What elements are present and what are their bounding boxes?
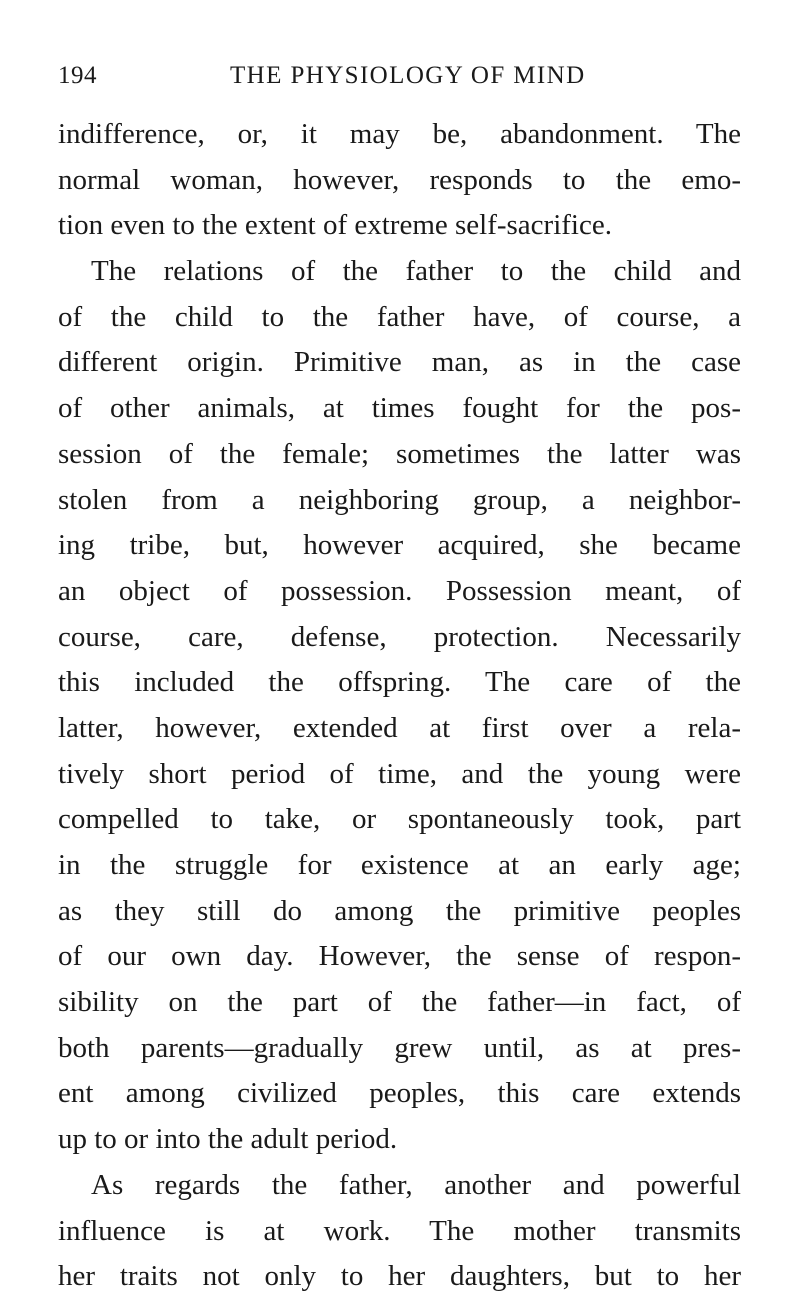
text-line: this included the offspring. The care of the (58, 666, 741, 699)
text-line: influence is at work. The mother transmits (58, 1214, 741, 1247)
text-line: course, care, defense, protection. Necessarily (58, 620, 741, 653)
page-number: 194 (58, 62, 97, 89)
text-line: an object of possession. Possession meant, of (58, 574, 741, 607)
running-head (58, 62, 741, 102)
text-line: as they still do among the primitive peoples (58, 894, 741, 927)
text-line: indifference, or, it may be, abandonment. The (58, 118, 741, 150)
text-line: tively short period of time, and the young were (58, 757, 741, 790)
text-line: session of the female; sometimes the latter was (58, 437, 741, 470)
text-line: compelled to take, or spontaneously took, part (58, 803, 741, 836)
text-line: tion even to the extent of extreme self-sacrifice. (58, 209, 612, 242)
text-line: up to or into the adult period. (58, 1123, 398, 1156)
text-line: of other animals, at times fought for the pos- (58, 392, 741, 425)
text-line: ing tribe, but, however acquired, she became (58, 529, 741, 562)
text-line: different origin. Primitive man, as in the case (58, 346, 741, 379)
text-line: As regards the father, another and powerful (91, 1168, 741, 1201)
text-line: in the struggle for existence at an early age; (58, 849, 741, 881)
text-line: latter, however, extended at first over a rela- (58, 711, 741, 744)
text-line: stolen from a neighboring group, a neighbor- (58, 483, 741, 516)
text-line: her traits not only to her daughters, but to her (58, 1260, 741, 1293)
text-line: both parents—gradually grew until, as at pres- (58, 1031, 741, 1064)
text-line: The relations of the father to the child and (91, 255, 741, 288)
body-text (58, 112, 741, 1300)
text-line: of our own day. However, the sense of respon- (58, 940, 741, 973)
text-line: ent among civilized peoples, this care extends (58, 1077, 741, 1110)
text-line: normal woman, however, responds to the emo- (58, 163, 741, 196)
text-line: of the child to the father have, of course, a (58, 300, 741, 333)
running-title: THE PHYSIOLOGY OF MIND (230, 62, 586, 89)
text-line: sibility on the part of the father—in fact, of (58, 986, 741, 1019)
